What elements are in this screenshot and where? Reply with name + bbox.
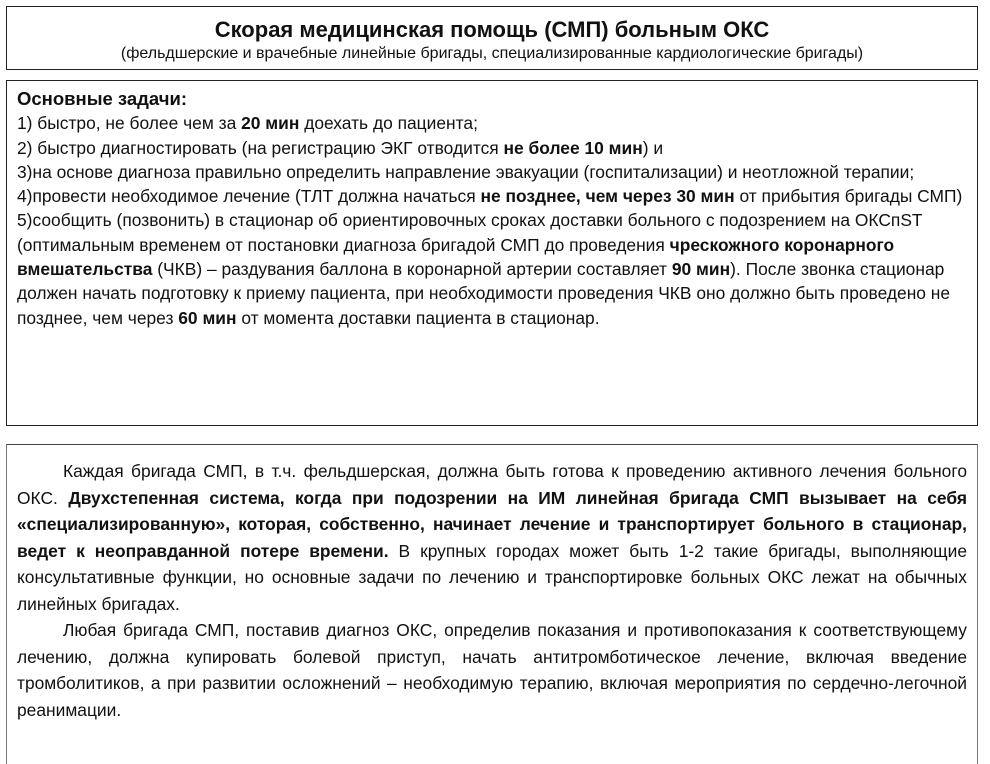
tasks-heading: Основные задачи: (17, 88, 188, 109)
task-4: 4)провести необходимое лечение (ТЛТ должна начаться не позднее, чем через 30 мин от прибытия бригады СМП) (17, 186, 963, 207)
page-title: Скорая медицинская помощь (СМП) больным ОКС (214, 17, 770, 42)
page-subtitle: (фельдшерские и врачебные линейные бригады, специализированные кардиологические бригады) (120, 45, 864, 62)
paragraph-2: Любая бригада СМП, поставив диагноз ОКС, определив показания и противопоказания к соответствующему лечению, должна купировать болевой приступ, начать антитромботическое лечение, включая введение тромболитиков, а при развитии осложнений – необходимую терапию, включая мероприятия по сердечно-легочной реанимации. (17, 620, 967, 720)
main-text-box (6, 444, 978, 764)
tasks-box (6, 80, 978, 426)
task-5: 5)сообщить (позвонить) в стационар об ориентировочных сроках доставки больного с подозрением на ОКСпST (оптимальным временем от постановки диагноза бригадой СМП до проведения чрескожного коронарного вмешательства (ЧКВ) – раздувания баллона в коронарной артерии составляет 90 мин). После звонка стационар должен начать подготовку к приему пациента, при необходимости проведения ЧКВ оно должно быть проведено не позднее, чем через 60 мин от момента доставки пациента в стационар. (17, 210, 951, 328)
title-box (6, 6, 978, 70)
task-3: 3)на основе диагноза правильно определить направление эвакуации (госпитализации) и неотложной терапии; (17, 161, 915, 182)
task-2: 2) быстро диагностировать (на регистрацию ЭКГ отводится не более 10 мин) и (17, 137, 664, 158)
task-1: 1) быстро, не более чем за 20 мин доехать до пациента; (17, 113, 478, 134)
paragraph-1: Каждая бригада СМП, в т.ч. фельдшерская, должна быть готова к проведению активного лечения больного ОКС. Двухстепенная система, когда при подозрении на ИМ линейная бригада СМП вызывает на себя «специализированную», которая, собственно, начинает лечение и транспортирует больного в стационар, ведет к неоправданной потере времени. В крупных городах может быть 1-2 такие бригады, выполняющие консультативные функции, но основные задачи по лечению и транспортировке больных ОКС лежат на обычных линейных бригадах. (17, 461, 968, 614)
